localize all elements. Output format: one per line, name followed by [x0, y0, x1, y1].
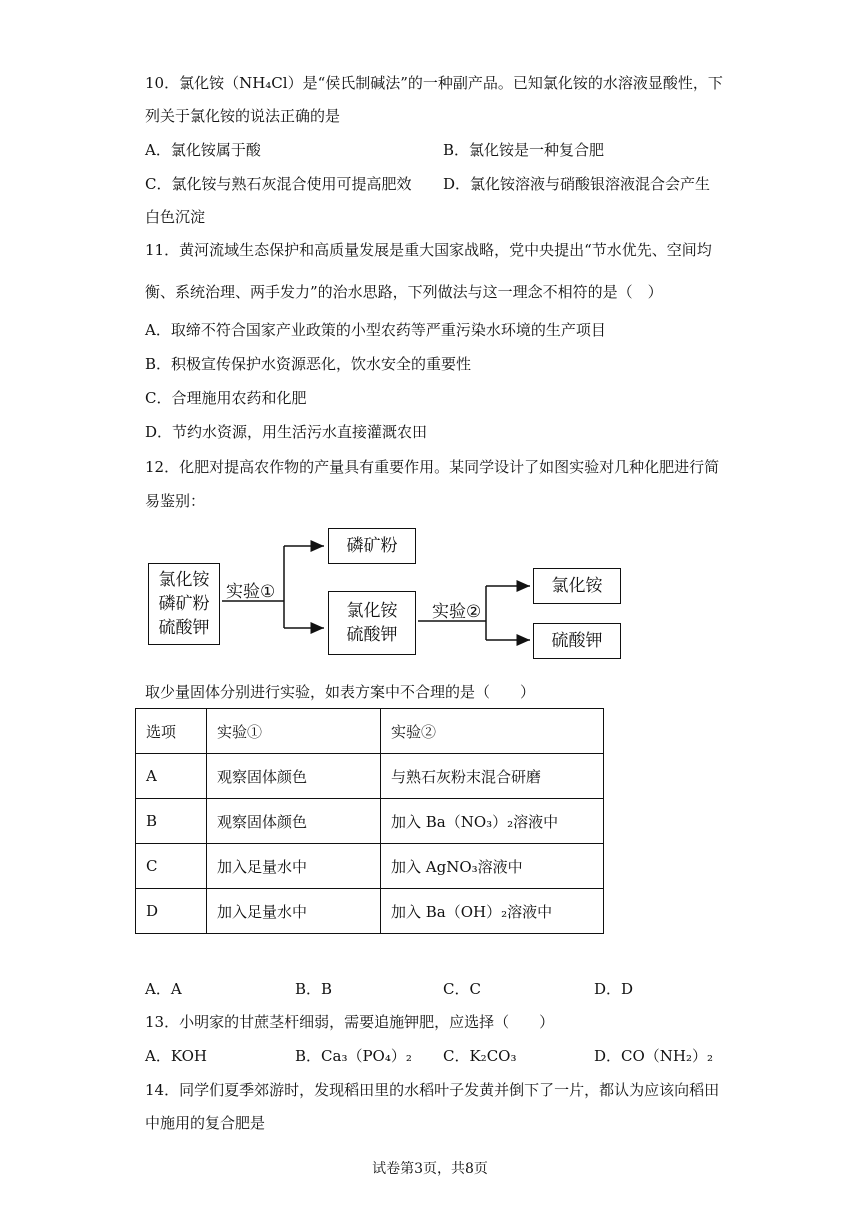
table-cell: 观察固体颜色: [207, 799, 381, 844]
table-cell: 加入 Ba（OH）₂溶液中: [381, 889, 604, 934]
experiment-1-label: 实验①: [226, 582, 276, 602]
q12-stem-line1: 12．化肥对提高农作物的产量具有重要作用。某同学设计了如图实验对几种化肥进行简: [145, 458, 720, 476]
table-cell: 加入 Ba（NO₃）₂溶液中: [381, 799, 604, 844]
ammonium-chloride-result-text: 氯化铵: [551, 576, 603, 596]
middle-pair-box: [328, 591, 416, 655]
q11-option-b: B．积极宣传保护水资源恶化，饮水安全的重要性: [145, 355, 472, 373]
page-footer: 试卷第3页，共8页: [372, 1161, 488, 1177]
phosphate-rock-result-box: [328, 528, 416, 564]
table-cell: 加入 AgNO₃溶液中: [381, 844, 604, 889]
start-item-3: 硫酸钾: [158, 618, 210, 638]
start-item-1: 氯化铵: [158, 570, 210, 590]
q10-option-d: D．氯化铵溶液与硝酸银溶液混合会产生: [443, 175, 711, 193]
experiment-2-label: 实验②: [432, 602, 482, 622]
q14-stem-line1: 14．同学们夏季郊游时，发现稻田里的水稻叶子发黄并倒下了一片，都认为应该向稻田: [145, 1081, 720, 1099]
table-header-row: [136, 709, 604, 754]
potassium-sulfate-result-box: [533, 623, 621, 659]
table-cell: D: [136, 889, 207, 934]
q10-stem-line1: 10．氯化铵（NH₄Cl）是“侯氏制碱法”的一种副产品。已知氯化铵的水溶液显酸性，下: [145, 74, 723, 92]
q12-stem-line2: 易鉴别：: [145, 492, 206, 510]
q13-stem: 13．小明家的甘蔗茎杆细弱，需要追施钾肥，应选择（ ）: [145, 1013, 555, 1031]
start-item-2: 磷矿粉: [158, 594, 210, 614]
q10-option-b: B．氯化铵是一种复合肥: [443, 141, 605, 159]
table-cell: 加入足量水中: [207, 844, 381, 889]
table-row: [136, 889, 604, 934]
q12-options-table: [135, 708, 604, 934]
q12-option-d: D．D: [594, 980, 634, 998]
q12-option-b: B．B: [295, 980, 333, 998]
q14-stem-line2: 中施用的复合肥是: [145, 1114, 266, 1132]
potassium-sulfate-result-text: 硫酸钾: [551, 631, 603, 651]
q13-option-c: C．K₂CO₃: [443, 1047, 517, 1065]
table-cell: C: [136, 844, 207, 889]
table-row: [136, 799, 604, 844]
q10-option-a: A．氯化铵属于酸: [145, 141, 261, 159]
q12-option-a: A．A: [145, 980, 182, 998]
middle-item-2: 硫酸钾: [346, 625, 398, 645]
q10-option-d-continued: 白色沉淀: [145, 208, 206, 226]
middle-item-1: 氯化铵: [346, 601, 398, 621]
q11-stem-line2: 衡、系统治理、两手发力”的治水思路，下列做法与这一理念不相符的是（ ）: [145, 283, 663, 301]
table-header-cell: 选项: [136, 709, 207, 754]
q11-option-c: C．合理施用农药和化肥: [145, 389, 307, 407]
q11-option-a: A．取缔不符合国家产业政策的小型农药等严重污染水环境的生产项目: [145, 321, 606, 339]
q13-option-d: D．CO（NH₂）₂: [594, 1047, 714, 1065]
q12-option-c: C．C: [443, 980, 481, 998]
phosphate-rock-result-text: 磷矿粉: [346, 536, 398, 556]
table-cell: B: [136, 799, 207, 844]
ammonium-chloride-result-box: [533, 568, 621, 604]
table-cell: 加入足量水中: [207, 889, 381, 934]
table-cell: 观察固体颜色: [207, 754, 381, 799]
q11-stem-line1: 11．黄河流域生态保护和高质量发展是重大国家战略，党中央提出“节水优先、空间均: [145, 241, 712, 259]
q10-option-c: C．氯化铵与熟石灰混合使用可提高肥效: [145, 175, 412, 193]
table-header-cell: 实验①: [207, 709, 381, 754]
q10-stem-line2: 列关于氯化铵的说法正确的是: [145, 107, 341, 125]
table-row: [136, 844, 604, 889]
q11-option-d: D．节约水资源，用生活污水直接灌溉农田: [145, 423, 428, 441]
q12-table-intro: 取少量固体分别进行实验，如表方案中不合理的是（ ）: [145, 683, 536, 701]
q13-option-a: A．KOH: [145, 1047, 208, 1065]
q13-option-b: B．Ca₃（PO₄）₂: [295, 1047, 412, 1065]
table-header-cell: 实验②: [381, 709, 604, 754]
table-cell: A: [136, 754, 207, 799]
start-fertilizers-box: [148, 563, 220, 645]
table-cell: 与熟石灰粉末混合研磨: [381, 754, 604, 799]
table-row: [136, 754, 604, 799]
